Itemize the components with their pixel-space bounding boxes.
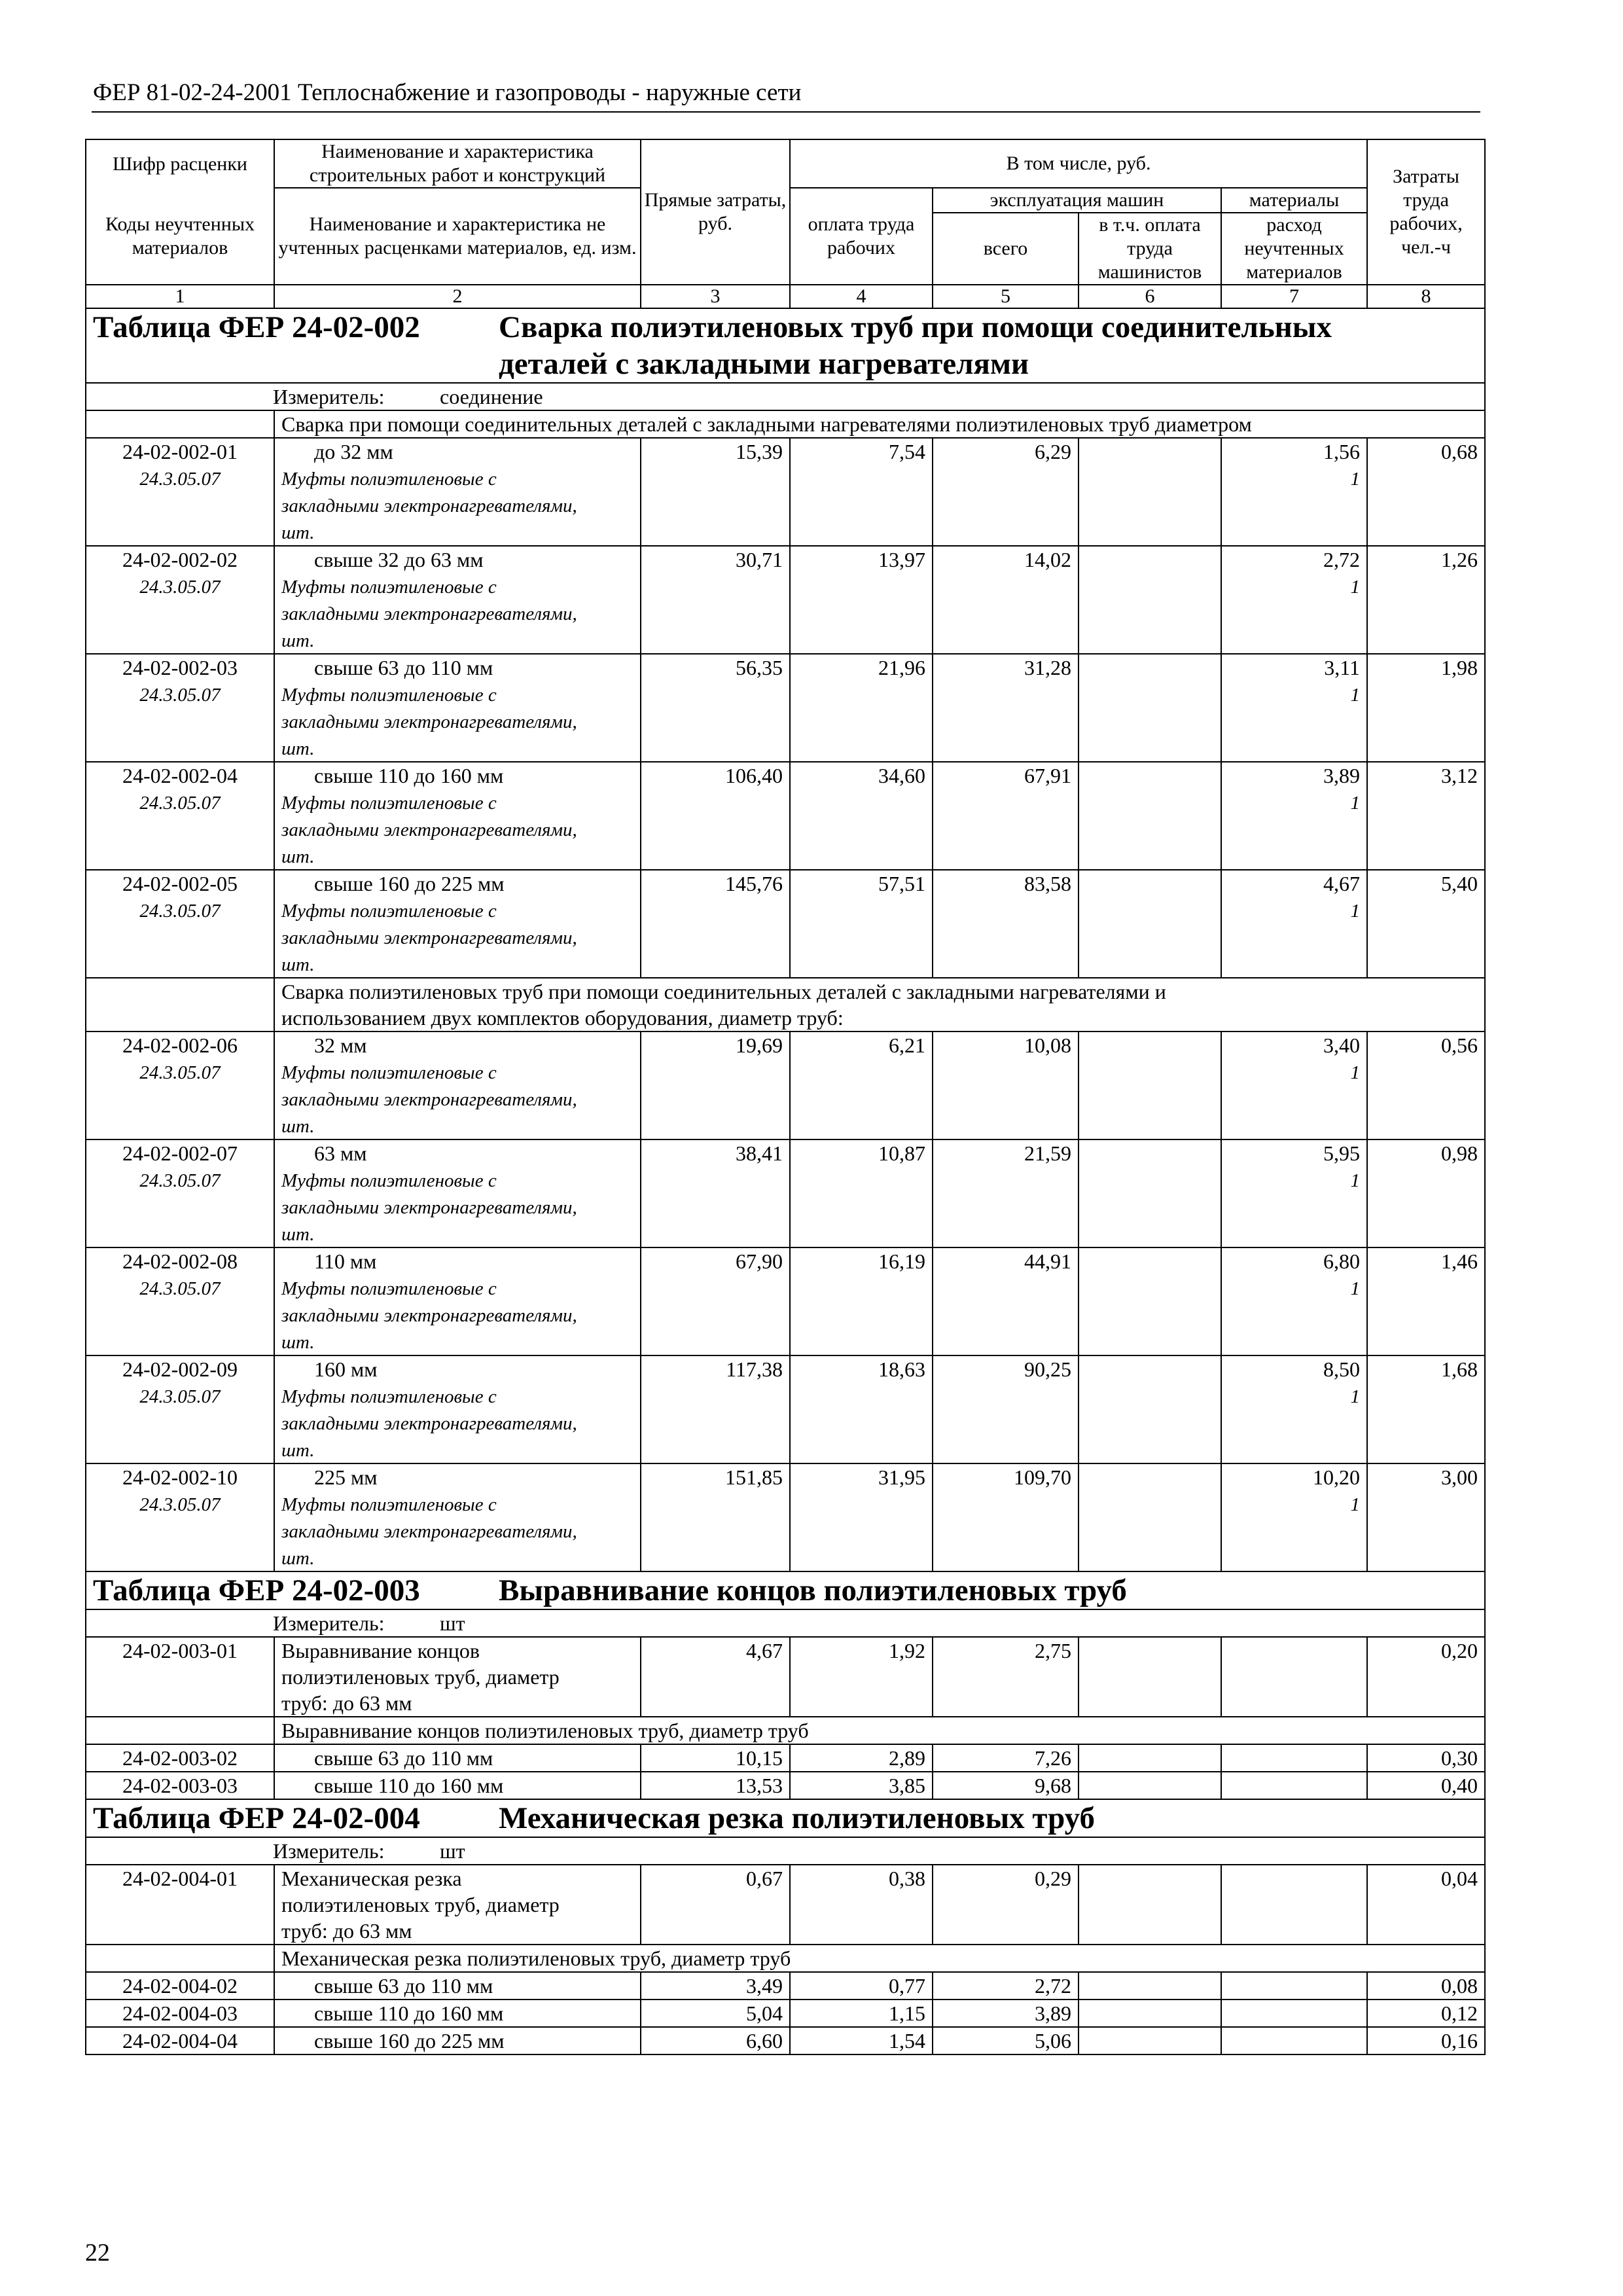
table-row [86,1247,1485,1355]
table-title: деталей с закладными нагревателями [499,347,1029,381]
row-code-cell [86,870,274,978]
col-index: 3 [641,285,790,308]
material-name: шт. [281,1332,315,1353]
row-labor-pay: 0,38 [790,1865,933,1945]
material-qty: 1 [1350,901,1361,922]
row-labor-pay: 1,92 [790,1637,933,1717]
row-code: 24-02-002-06 [122,1033,238,1057]
material-name: закладными электронагревателями, [281,711,577,732]
row-materials: 4,67 [1323,872,1361,895]
material-name: Муфты полиэтиленовые с [281,1386,497,1407]
row-labor-pay: 34,60 [790,762,933,870]
material-name: Муфты полиэтиленовые с [281,469,497,490]
table-row [86,438,1485,546]
table-row [86,870,1485,978]
material-name: закладными электронагревателями, [281,1089,577,1110]
material-code: 24.3.05.07 [139,793,221,814]
row-code: 24-02-002-09 [122,1357,238,1381]
material-name: закладными электронагревателями, [281,1305,577,1326]
table-row [86,2000,1485,2027]
row-direct: 13,53 [641,1772,790,1799]
material-name: Муфты полиэтиленовые с [281,1062,497,1083]
col-code-bottom: Коды неучтенных материалов [86,188,274,285]
row-name-cell [274,1355,641,1463]
row-name-cell [274,2027,641,2054]
material-qty: 1 [1350,1278,1361,1299]
row-machines-pay [1079,1247,1221,1355]
row-code: 24-02-002-07 [122,1141,238,1165]
table-row [86,1972,1485,2000]
row-machines-total: 14,02 [933,546,1079,654]
row-name: Выравнивание концов [281,1639,480,1662]
material-code: 24.3.05.07 [139,577,221,598]
row-machines-total: 9,68 [933,1772,1079,1799]
row-labor-cost: 1,68 [1367,1355,1485,1463]
row-labor-pay: 1,15 [790,2000,933,2027]
row-name: 225 мм [314,1465,378,1489]
measure-unit: соединение [440,385,543,408]
row-name: полиэтиленовых труб, диаметр [281,1893,560,1916]
row-code: 24-02-002-04 [122,764,238,787]
material-name: Муфты полиэтиленовые с [281,1494,497,1515]
row-code: 24-02-002-02 [122,548,238,571]
table-label: Таблица ФЕР 24-02-003 [93,1573,420,1607]
row-materials-cell [1221,762,1367,870]
material-code: 24.3.05.07 [139,685,221,706]
col-including: В том числе, руб. [790,139,1367,188]
measure-label: Измеритель: [273,385,385,408]
row-direct: 38,41 [641,1139,790,1247]
row-labor-cost: 1,46 [1367,1247,1485,1355]
running-title: ФЕР 81-02-24-2001 Теплоснабжение и газопроводы - наружные сети [93,79,802,106]
row-code: 24-02-002-03 [122,656,238,679]
row-machines-total: 0,29 [933,1865,1079,1945]
material-code: 24.3.05.07 [139,1494,221,1515]
table-label: Таблица ФЕР 24-02-002 [93,310,420,344]
row-name: до 32 мм [314,440,393,463]
row-code: 24-02-004-01 [86,1865,274,1945]
material-qty: 1 [1350,1494,1361,1515]
table-row [86,546,1485,654]
table-row [86,1031,1485,1139]
row-materials: 6,80 [1323,1249,1361,1273]
page-number: 22 [85,2239,110,2267]
row-machines-total: 90,25 [933,1355,1079,1463]
material-name: шт. [281,1224,315,1245]
row-labor-cost: 1,98 [1367,654,1485,762]
row-direct: 6,60 [641,2027,790,2054]
row-labor-cost: 0,16 [1367,2027,1485,2054]
running-header [92,77,1480,113]
row-labor-pay: 13,97 [790,546,933,654]
row-machines-total: 31,28 [933,654,1079,762]
col-machines: эксплуатация машин [933,188,1221,213]
col-index: 7 [1221,285,1367,308]
material-name: шт. [281,630,315,651]
header-row-1 [86,139,1485,188]
row-name-cell [274,762,641,870]
material-name: закладными электронагревателями, [281,1521,577,1542]
col-code-top: Шифр расценки [86,139,274,188]
row-direct: 5,04 [641,2000,790,2027]
row-materials-cell [1221,654,1367,762]
row-code: 24-02-002-01 [122,440,238,463]
row-materials-cell [1221,1355,1367,1463]
material-code: 24.3.05.07 [139,1278,221,1299]
group-row [86,978,1485,1031]
material-name: шт. [281,522,315,543]
table-title: Выравнивание концов полиэтиленовых труб [499,1573,1127,1607]
col-index: 1 [86,285,274,308]
row-name: полиэтиленовых труб, диаметр [281,1665,560,1689]
row-machines-total: 21,59 [933,1139,1079,1247]
material-code: 24.3.05.07 [139,469,221,490]
row-labor-cost: 0,12 [1367,2000,1485,2027]
material-name: закладными электронагревателями, [281,927,577,948]
measure-unit: шт [440,1839,465,1863]
col-name-bottom: Наименование и характеристика не учтенных расценками материалов, ед. изм. [274,188,641,285]
table-title: Механическая резка полиэтиленовых труб [499,1801,1095,1835]
row-materials: 3,11 [1324,656,1361,679]
row-name: труб: до 63 мм [281,1919,412,1943]
row-machines-total: 3,89 [933,2000,1079,2027]
col-labor-pay: оплата труда рабочих [790,188,933,285]
row-materials: 10,20 [1313,1465,1361,1489]
row-materials-cell [1221,1463,1367,1571]
row-direct: 3,49 [641,1972,790,2000]
row-code-cell [86,1031,274,1139]
row-name: свыше 110 до 160 мм [314,764,504,787]
material-name: Муфты полиэтиленовые с [281,577,497,598]
row-code-cell [86,654,274,762]
row-labor-pay: 57,51 [790,870,933,978]
row-direct: 67,90 [641,1247,790,1355]
row-machines-pay [1079,1355,1221,1463]
table-row [86,1772,1485,1799]
row-labor-pay: 21,96 [790,654,933,762]
material-name: шт. [281,1116,315,1137]
col-index: 2 [274,285,641,308]
row-code: 24-02-004-02 [86,1972,274,2000]
row-labor-cost: 0,20 [1367,1637,1485,1717]
row-name-cell [274,1031,641,1139]
measure-label: Измеритель: [273,1839,385,1863]
price-table [85,139,1486,2055]
row-direct: 0,67 [641,1865,790,1945]
table-row [86,1139,1485,1247]
row-labor-cost: 0,04 [1367,1865,1485,1945]
col-materials-sub: расход неучтенных материалов [1221,213,1367,285]
table-row [86,762,1485,870]
group-title: Сварка полиэтиленовых труб при помощи соединительных деталей с закладными нагревателями и [281,980,1166,1003]
table-title-row [86,1571,1485,1609]
table-row [86,654,1485,762]
row-name-cell [274,1463,641,1571]
material-name: шт. [281,954,315,975]
material-name: Муфты полиэтиленовые с [281,1170,497,1191]
table-row [86,1865,1485,1945]
material-qty: 1 [1350,1062,1361,1083]
row-materials: 3,40 [1323,1033,1361,1057]
row-labor-cost: 3,12 [1367,762,1485,870]
group-title: Выравнивание концов полиэтиленовых труб, диаметр труб [274,1717,1485,1744]
row-code: 24-02-002-05 [122,872,238,895]
table-title-row [86,1799,1485,1837]
row-labor-pay: 1,54 [790,2027,933,2054]
measure-row [86,383,1485,410]
col-index: 5 [933,285,1079,308]
row-labor-pay: 0,77 [790,1972,933,2000]
row-code-cell [86,1463,274,1571]
row-labor-pay: 3,85 [790,1772,933,1799]
row-materials-cell [1221,1139,1367,1247]
row-name-cell [274,1972,641,2000]
material-code: 24.3.05.07 [139,1170,221,1191]
table-row [86,1463,1485,1571]
material-qty: 1 [1350,1170,1361,1191]
row-name: свыше 160 до 225 мм [314,872,505,895]
row-name: 160 мм [314,1357,378,1381]
row-name-cell [274,438,641,546]
material-name: Муфты полиэтиленовые с [281,1278,497,1299]
col-direct: Прямые затраты, руб. [641,139,790,285]
row-materials-cell [1221,438,1367,546]
row-labor-cost: 0,30 [1367,1744,1485,1772]
row-materials: 3,89 [1323,764,1361,787]
row-name-cell [274,2000,641,2027]
group-row [86,410,1485,438]
row-labor-cost: 0,68 [1367,438,1485,546]
row-code: 24-02-004-04 [86,2027,274,2054]
row-code: 24-02-003-02 [86,1744,274,1772]
row-direct: 30,71 [641,546,790,654]
material-qty: 1 [1350,577,1361,598]
row-machines-pay [1079,1031,1221,1139]
col-labor-cost: Затраты труда рабочих, чел.-ч [1367,139,1485,285]
row-machines-total: 7,26 [933,1744,1079,1772]
table-row [86,1744,1485,1772]
material-name: шт. [281,1548,315,1569]
material-name: шт. [281,1440,315,1461]
row-direct: 145,76 [641,870,790,978]
measure-label: Измеритель: [273,1611,385,1635]
material-qty: 1 [1350,1386,1361,1407]
row-direct: 4,67 [641,1637,790,1717]
row-code-cell [86,1355,274,1463]
row-name: свыше 32 до 63 мм [314,548,484,571]
row-materials: 2,72 [1323,548,1361,571]
measure-unit: шт [440,1611,465,1635]
row-materials: 8,50 [1323,1357,1361,1381]
row-direct: 117,38 [641,1355,790,1463]
col-materials: материалы [1221,188,1367,213]
row-materials-cell [1221,1031,1367,1139]
row-name: свыше 63 до 110 мм [314,1974,493,1998]
table-row [86,2027,1485,2054]
material-name: Муфты полиэтиленовые с [281,901,497,922]
row-machines-total: 6,29 [933,438,1079,546]
row-materials-cell [1221,1247,1367,1355]
material-name: закладными электронагревателями, [281,495,577,516]
row-materials: 5,95 [1323,1141,1361,1165]
row-code: 24-02-002-10 [122,1465,238,1489]
material-code: 24.3.05.07 [139,901,221,922]
row-machines-total: 109,70 [933,1463,1079,1571]
row-labor-pay: 31,95 [790,1463,933,1571]
row-materials: 1,56 [1323,440,1361,463]
material-name: закладными электронагревателями, [281,603,577,624]
material-code: 24.3.05.07 [139,1386,221,1407]
row-name-cell [274,1744,641,1772]
table-label: Таблица ФЕР 24-02-004 [93,1801,420,1835]
row-labor-cost: 1,26 [1367,546,1485,654]
row-labor-pay: 16,19 [790,1247,933,1355]
row-code-cell [86,1139,274,1247]
col-index: 6 [1079,285,1221,308]
row-name-cell [274,1772,641,1799]
row-machines-total: 2,72 [933,1972,1079,2000]
col-index: 4 [790,285,933,308]
table-title: Сварка полиэтиленовых труб при помощи соединительных [499,310,1332,344]
row-labor-pay: 6,21 [790,1031,933,1139]
row-name-cell [274,870,641,978]
row-machines-pay [1079,1463,1221,1571]
row-machines-pay [1079,1139,1221,1247]
row-direct: 151,85 [641,1463,790,1571]
row-code: 24-02-003-01 [86,1637,274,1717]
row-name: свыше 63 до 110 мм [314,1746,493,1770]
column-index-row [86,285,1485,308]
row-code: 24-02-002-08 [122,1249,238,1273]
material-name: закладными электронагревателями, [281,819,577,840]
material-name: Муфты полиэтиленовые с [281,793,497,814]
measure-row [86,1837,1485,1865]
row-name: свыше 110 до 160 мм [314,1774,504,1797]
measure-row [86,1609,1485,1637]
row-name: 63 мм [314,1141,367,1165]
row-direct: 56,35 [641,654,790,762]
group-title: Сварка при помощи соединительных деталей с закладными нагревателями полиэтиленовых труб диаметром [274,410,1485,438]
row-name-cell [274,1247,641,1355]
material-name: шт. [281,738,315,759]
row-labor-cost: 3,00 [1367,1463,1485,1571]
row-name: 32 мм [314,1033,367,1057]
row-labor-pay: 7,54 [790,438,933,546]
row-machines-pay [1079,654,1221,762]
material-qty: 1 [1350,685,1361,706]
row-name: свыше 160 до 225 мм [314,2029,505,2053]
row-code-cell [86,438,274,546]
row-labor-cost: 0,40 [1367,1772,1485,1799]
table-row [86,1637,1485,1717]
row-labor-pay: 10,87 [790,1139,933,1247]
group-title: использованием двух комплектов оборудования, диаметр труб: [281,1006,844,1030]
row-direct: 19,69 [641,1031,790,1139]
row-labor-cost: 0,08 [1367,1972,1485,2000]
row-name: свыше 110 до 160 мм [314,2001,504,2025]
row-machines-pay [1079,438,1221,546]
row-machines-total: 67,91 [933,762,1079,870]
table-title-row [86,308,1485,383]
group-title: Механическая резка полиэтиленовых труб, диаметр труб [274,1945,1485,1972]
row-machines-pay [1079,546,1221,654]
row-labor-pay: 2,89 [790,1744,933,1772]
row-name: 110 мм [314,1249,377,1273]
row-machines-pay [1079,762,1221,870]
row-code-cell [86,546,274,654]
row-name: Механическая резка [281,1867,462,1890]
material-name: Муфты полиэтиленовые с [281,685,497,706]
row-name: труб: до 63 мм [281,1691,412,1715]
row-name-cell [274,546,641,654]
col-machines-total: всего [933,213,1079,285]
col-index: 8 [1367,285,1485,308]
material-qty: 1 [1350,793,1361,814]
table-row [86,1355,1485,1463]
row-direct: 106,40 [641,762,790,870]
col-name-top: Наименование и характеристика строительных работ и конструкций [274,139,641,188]
row-code-cell [86,1247,274,1355]
material-name: шт. [281,846,315,867]
row-materials-cell [1221,546,1367,654]
group-row [86,1945,1485,1972]
material-name: закладными электронагревателями, [281,1197,577,1218]
material-name: закладными электронагревателями, [281,1413,577,1434]
row-machines-total: 10,08 [933,1031,1079,1139]
row-direct: 15,39 [641,438,790,546]
row-name: свыше 63 до 110 мм [314,656,493,679]
row-labor-cost: 0,56 [1367,1031,1485,1139]
row-code: 24-02-003-03 [86,1772,274,1799]
row-machines-total: 5,06 [933,2027,1079,2054]
row-labor-pay: 18,63 [790,1355,933,1463]
row-materials-cell [1221,870,1367,978]
material-code: 24.3.05.07 [139,1062,221,1083]
row-machines-pay [1079,870,1221,978]
col-machines-pay: в т.ч. оплата труда машинистов [1079,213,1221,285]
row-machines-total: 44,91 [933,1247,1079,1355]
row-name-cell [274,1139,641,1247]
group-row [86,1717,1485,1744]
row-name-cell [274,654,641,762]
row-labor-cost: 0,98 [1367,1139,1485,1247]
row-machines-total: 83,58 [933,870,1079,978]
material-qty: 1 [1350,469,1361,490]
price-table-body [86,139,1485,2054]
row-code: 24-02-004-03 [86,2000,274,2027]
row-direct: 10,15 [641,1744,790,1772]
row-code-cell [86,762,274,870]
row-labor-cost: 5,40 [1367,870,1485,978]
row-machines-total: 2,75 [933,1637,1079,1717]
